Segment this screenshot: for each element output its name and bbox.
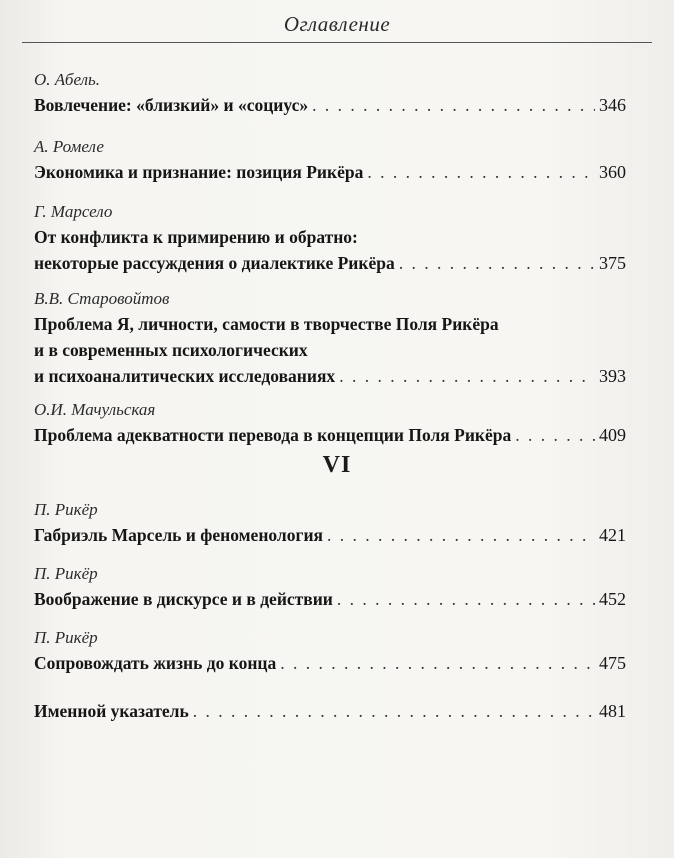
entry-page-number: 409 xyxy=(599,425,626,445)
toc-entry xyxy=(34,200,626,276)
entry-author: В.В. Старовойтов xyxy=(34,289,170,308)
entry-title-line[interactable] xyxy=(34,586,626,612)
toc-entry xyxy=(34,698,626,724)
entry-title: Сопровождать жизнь до конца xyxy=(34,653,277,673)
entry-title: и психоаналитических исследованиях xyxy=(34,366,336,386)
entry-title: Габриэль Марсель и феноменология xyxy=(34,525,323,545)
dot-leader xyxy=(367,159,595,185)
entry-title: Проблема адекватности перевода в концепции Поля Рикёра xyxy=(34,425,512,445)
dot-leader xyxy=(280,650,595,676)
entry-title-line[interactable] xyxy=(34,650,626,676)
entry-title-line xyxy=(34,311,626,337)
toc-entry xyxy=(34,498,626,548)
entry-title-line xyxy=(34,337,626,363)
entry-page-number: 393 xyxy=(599,366,626,386)
entry-author: О.И. Мачульская xyxy=(34,400,156,419)
entry-title-line[interactable] xyxy=(34,159,626,185)
entry-title: От конфликта к примирению и обратно: xyxy=(34,227,358,247)
entry-title-line[interactable] xyxy=(34,250,626,276)
toc-entry xyxy=(34,562,626,612)
entry-title: Воображение в дискурсе и в действии xyxy=(34,589,333,609)
entry-title: Экономика и признание: позиция Рикёра xyxy=(34,162,364,182)
entry-title-line[interactable] xyxy=(34,522,626,548)
entry-page-number: 375 xyxy=(599,253,626,273)
entry-title: и в современных психологических xyxy=(34,340,308,360)
running-title: Оглавление xyxy=(283,12,391,36)
dot-leader xyxy=(337,586,595,612)
dot-leader xyxy=(515,422,595,448)
toc-entry xyxy=(34,287,626,389)
entry-page-number: 360 xyxy=(599,162,626,182)
dot-leader xyxy=(193,698,595,724)
section-heading: VI xyxy=(322,452,352,478)
header-rule xyxy=(22,42,652,43)
entry-title-line[interactable] xyxy=(34,698,626,724)
entry-page-number: 452 xyxy=(599,589,626,609)
dot-leader xyxy=(327,522,595,548)
entry-page-number: 475 xyxy=(599,653,626,673)
entry-page-number: 421 xyxy=(599,525,626,545)
entry-author: А. Ромеле xyxy=(34,137,104,156)
entry-title-line xyxy=(34,224,626,250)
entry-title: некоторые рассуждения о диалектике Рикёра xyxy=(34,253,395,273)
entry-title: Проблема Я, личности, самости в творчестве Поля Рикёра xyxy=(34,314,499,334)
entry-author: О. Абель. xyxy=(34,70,100,89)
dot-leader xyxy=(339,363,595,389)
entry-author: П. Рикёр xyxy=(34,628,98,647)
dot-leader xyxy=(312,92,595,118)
entry-title-line[interactable] xyxy=(34,92,626,118)
entry-author: Г. Марсело xyxy=(34,202,113,221)
toc-entry xyxy=(34,398,626,448)
toc-entry xyxy=(34,68,626,118)
entry-page-number: 346 xyxy=(599,95,626,115)
entry-title: Именной указатель xyxy=(34,701,189,721)
entry-author: П. Рикёр xyxy=(34,500,98,519)
entry-title-line[interactable] xyxy=(34,363,626,389)
dot-leader xyxy=(399,250,595,276)
entry-title-line[interactable] xyxy=(34,422,626,448)
entry-title: Вовлечение: «близкий» и «социус» xyxy=(34,95,309,115)
toc-entry xyxy=(34,135,626,185)
toc-entry xyxy=(34,626,626,676)
entry-author: П. Рикёр xyxy=(34,564,98,583)
entry-page-number: 481 xyxy=(599,701,626,721)
